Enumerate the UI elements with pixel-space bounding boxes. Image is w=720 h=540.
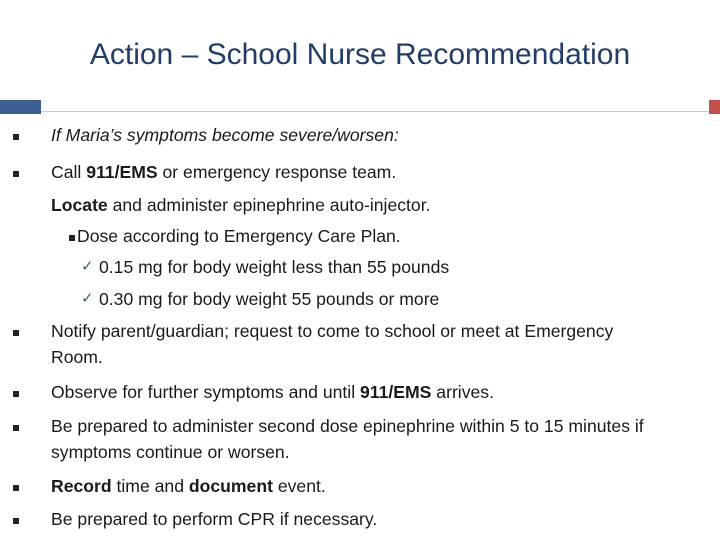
square-bullet-icon [13,518,19,524]
slide-title: Action – School Nurse Recommendation [89,38,631,71]
bullet-record-time: Record time and document event. [51,473,671,499]
square-bullet-icon [13,134,19,140]
square-bullet-icon [13,330,19,336]
bullet-second-dose: Be prepared to administer second dose epinephrine within 5 to 15 minutes if symptoms continue or worsen. [51,413,651,465]
sub-bullet-dose: Dose according to Emergency Care Plan. [77,223,697,249]
square-bullet-icon [13,485,19,491]
bullet-cpr: Be prepared to perform CPR if necessary. [51,506,671,532]
square-bullet-icon [69,235,75,241]
square-bullet-icon [13,425,19,431]
bullet-notify-parent: Notify parent/guardian; request to come to school or meet at Emergency Room. [51,318,651,370]
check-item-030mg: ✓ 0.30 mg for body weight 55 pounds or more [99,286,719,312]
checkmark-icon: ✓ [81,290,94,307]
square-bullet-icon [13,391,19,397]
checkmark-icon: ✓ [81,258,94,275]
bullet-locate-injector: Locate and administer epinephrine auto-injector. [51,195,431,215]
bullet-observe-symptoms: Observe for further symptoms and until 911/EMS arrives. [51,379,671,405]
check-item-015mg: ✓ 0.15 mg for body weight less than 55 pounds [99,254,719,280]
square-bullet-icon [13,171,19,177]
bullet-symptoms-worsen: If Maria’s symptoms become severe/worsen: [51,122,671,148]
bullet-call-911: Call 911/EMS or emergency response team. [51,159,671,185]
